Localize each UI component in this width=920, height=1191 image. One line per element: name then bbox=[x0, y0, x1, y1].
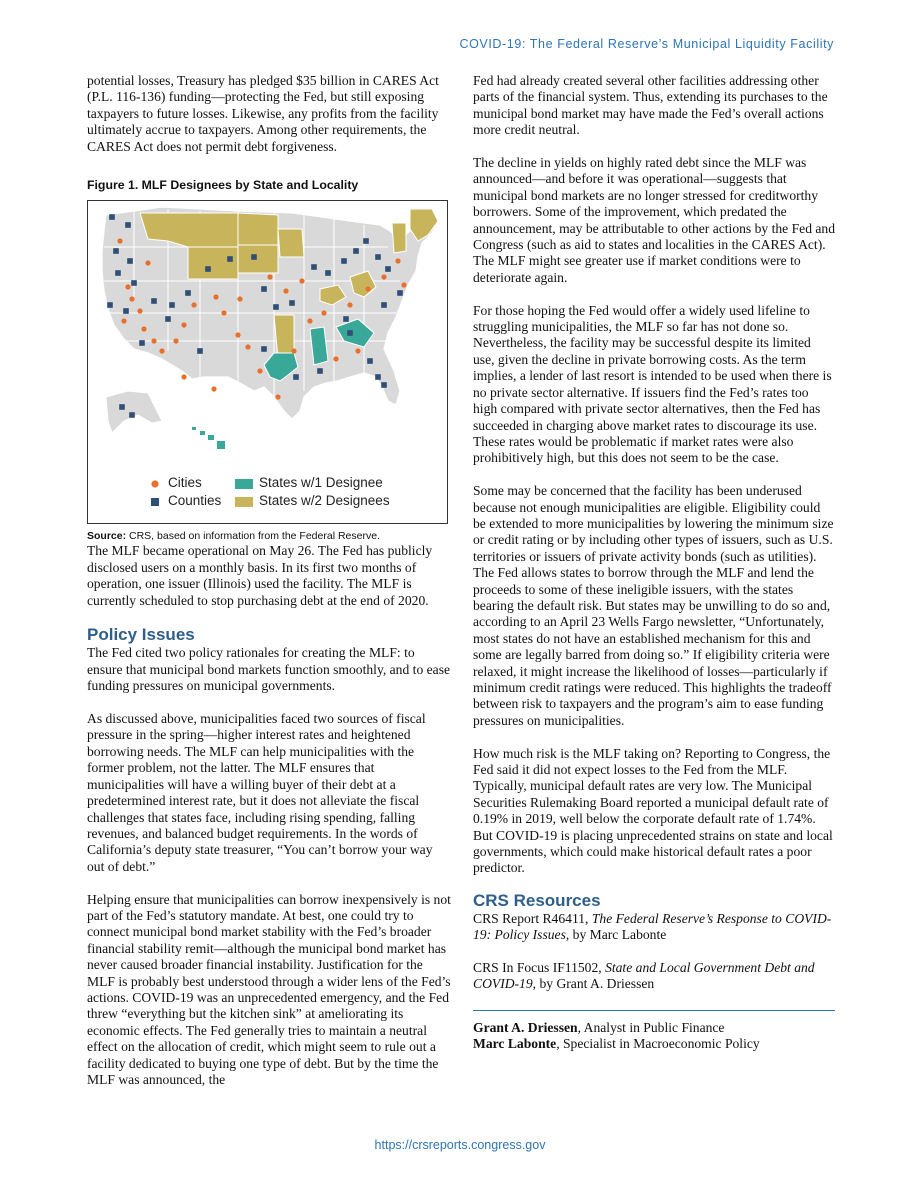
county-marker bbox=[343, 317, 349, 323]
county-marker bbox=[227, 257, 233, 263]
county-marker bbox=[273, 305, 279, 311]
city-marker bbox=[347, 303, 352, 308]
resource-if11502: CRS In Focus IF11502, State and Local Government Debt and COVID-19, by Grant A. Driessen bbox=[473, 960, 815, 992]
blue-square-icon bbox=[148, 495, 162, 509]
city-marker bbox=[151, 339, 156, 344]
us-designee-map bbox=[88, 201, 447, 469]
county-marker bbox=[289, 301, 295, 307]
hawaii-shape bbox=[192, 427, 225, 449]
paragraph-operational: The MLF became operational on May 26. The Fed has publicly disclosed users on a monthly basis. In its first two months of operation, one issuer (Illinois) used the facility. The MLF is currently scheduled to stop purchasing debt at the end of 2020. bbox=[87, 543, 433, 608]
county-marker bbox=[131, 281, 137, 287]
county-marker bbox=[127, 259, 133, 265]
paragraph-mandate: Helping ensure that municipalities can borrow inexpensively is not part of the Fed’s statutory mandate. At best, one could try to connect municipal bond market stability with the Fed’s broader financial stability remit—although the municipal bond market has never caused broader financial instability. Justification for the MLF is probably best understood through a wider lens of the Fed’s actions. COVID-19 was an unprecedented emergency, and the Fed threw “everything but the kitchen sink” at ameliorating its economic effects. The Fed generally tries to maintain a neutral effect on the allocation of credit, which might seem to rule out a facility dedicated to buying one type of debt. But by the time the MLF was announced, the bbox=[87, 891, 451, 1087]
legend-counties: Counties bbox=[148, 493, 221, 509]
county-marker bbox=[397, 291, 403, 297]
county-marker bbox=[367, 359, 373, 365]
right-column bbox=[473, 73, 835, 1053]
heading-policy-issues: Policy Issues bbox=[87, 625, 195, 645]
city-marker bbox=[267, 275, 272, 280]
county-marker bbox=[381, 303, 387, 309]
city-marker bbox=[221, 311, 226, 316]
author-labonte: Marc Labonte, Specialist in Macroeconomic Policy bbox=[473, 1036, 760, 1052]
city-marker bbox=[125, 285, 130, 290]
legend-cities: Cities bbox=[148, 475, 202, 491]
county-marker bbox=[197, 349, 203, 355]
county-marker bbox=[251, 255, 257, 261]
figure-title: Figure 1. MLF Designees by State and Locality bbox=[87, 178, 359, 193]
city-marker bbox=[237, 297, 242, 302]
figure-1-map bbox=[87, 200, 448, 524]
county-marker bbox=[347, 331, 353, 337]
teal-swatch-icon bbox=[234, 477, 254, 491]
county-marker bbox=[363, 239, 369, 245]
city-marker bbox=[283, 289, 288, 294]
city-marker bbox=[401, 283, 406, 288]
county-marker bbox=[317, 369, 323, 375]
city-marker bbox=[117, 239, 122, 244]
city-marker bbox=[213, 295, 218, 300]
author-driessen: Grant A. Driessen, Analyst in Public Finance bbox=[473, 1019, 725, 1035]
city-marker bbox=[191, 303, 196, 308]
county-marker bbox=[169, 303, 175, 309]
county-marker bbox=[353, 249, 359, 255]
city-marker bbox=[173, 339, 178, 344]
city-marker bbox=[211, 387, 216, 392]
legend-two-designees: States w/2 Designees bbox=[234, 493, 390, 509]
city-marker bbox=[275, 395, 280, 400]
heading-crs-resources: CRS Resources bbox=[473, 890, 601, 910]
county-marker bbox=[125, 223, 131, 229]
city-marker bbox=[181, 375, 186, 380]
left-column bbox=[87, 73, 452, 1088]
paragraph-rationales: The Fed cited two policy rationales for creating the MLF: to ensure that municipal bond markets function smoothly, and to ease funding pressures on municipal governments. bbox=[87, 645, 451, 694]
county-marker bbox=[107, 303, 113, 309]
county-marker bbox=[139, 341, 145, 347]
city-marker bbox=[299, 279, 304, 284]
resource-r46411-link[interactable]: The Federal Reserve’s Response to COVID-19: Policy Issues bbox=[473, 910, 832, 943]
county-marker bbox=[261, 287, 267, 293]
county-marker bbox=[311, 265, 317, 271]
city-marker bbox=[321, 311, 326, 316]
alaska-shape bbox=[106, 391, 162, 433]
county-marker bbox=[185, 291, 191, 297]
orange-dot-icon bbox=[148, 477, 162, 491]
city-marker bbox=[245, 345, 250, 350]
city-marker bbox=[307, 319, 312, 324]
county-marker bbox=[151, 299, 157, 305]
city-marker bbox=[235, 333, 240, 338]
city-marker bbox=[291, 349, 296, 354]
city-marker bbox=[145, 261, 150, 266]
city-marker bbox=[159, 349, 164, 354]
city-marker bbox=[181, 323, 186, 328]
county-marker bbox=[123, 309, 129, 315]
city-marker bbox=[333, 357, 338, 362]
county-marker bbox=[129, 413, 135, 419]
county-marker bbox=[341, 259, 347, 265]
resource-r46411: CRS Report R46411, The Federal Reserve’s Response to COVID-19: Policy Issues, by Marc Labonte bbox=[473, 910, 832, 943]
county-marker bbox=[205, 267, 211, 273]
paragraph-yield-decline: The decline in yields on highly rated debt since the MLF was announced—and before it was operational—suggests that municipal bond markets are no longer stressed for creditworthy borrowers. Some of the improvement, which predated the announcement, may be attributable to other actions by the Fed and Congress (such as aid to states and localities in the CARES Act). The MLF might see greater use if market conditions were to deteriorate again. bbox=[473, 155, 836, 285]
county-marker bbox=[165, 317, 171, 323]
city-marker bbox=[395, 259, 400, 264]
county-marker bbox=[119, 405, 125, 411]
figure-source: Source: CRS, based on information from the Federal Reserve. bbox=[87, 530, 380, 543]
resource-if11502-link[interactable]: State and Local Government Debt and COVID-19 bbox=[473, 960, 815, 992]
county-marker bbox=[109, 215, 115, 221]
paragraph-continuation: Fed had already created several other facilities addressing other parts of the financial system. Thus, extending its purchases to the municipal bond market may have made the Fed’s overall actions more credit neutral. bbox=[473, 73, 828, 138]
running-header: COVID-19: The Federal Reserve’s Municipal Liquidity Facility bbox=[459, 37, 834, 51]
paragraph-risk: How much risk is the MLF taking on? Reporting to Congress, the Fed said it did not expect losses to the Fed from the MLF. Typically, municipal default rates are very low. The Municipal Securities Rulemaking Board reported a municipal default rate of 0.19% in 2019, well below the corporate default rate of 1.74%. But COVID-19 is placing unprecedented strains on state and local governments, which could make historical default rates a poor predictor. bbox=[473, 745, 833, 876]
legend-one-designee: States w/1 Designee bbox=[234, 475, 383, 491]
county-marker bbox=[375, 375, 381, 381]
city-marker bbox=[365, 287, 370, 292]
author-divider bbox=[473, 1010, 835, 1011]
city-marker bbox=[381, 275, 386, 280]
county-marker bbox=[325, 271, 331, 277]
city-marker bbox=[129, 297, 134, 302]
county-marker bbox=[375, 255, 381, 261]
gold-swatch-icon bbox=[234, 495, 254, 509]
paragraph-fiscal-pressure: As discussed above, municipalities faced two sources of fiscal pressure in the spring—higher interest rates and heightened borrowing needs. The MLF can help municipalities with the former problem, not the latter. The MLF ensures that municipalities will have a willing buyer of their debt at a predetermined interest rate, but it does not alleviate the fiscal challenges that states face, including rising spending, falling revenues, and balanced budget requirements. In the words of California’s deputy state treasurer, “You can’t borrow your way out of debt.” bbox=[87, 711, 433, 874]
map-legend bbox=[88, 469, 447, 521]
city-marker bbox=[121, 319, 126, 324]
paragraph-lifeline: For those hoping the Fed would offer a widely used lifeline to struggling municipalities, the MLF so far has not done so. Nevertheless, the facility may be successful despite its limited use, given the decline in private borrowing costs. As the term implies, a lender of last resort is intended to be used when there is no private sector alternative. If issuers find the Fed’s rates too high compared with private sector alternatives, then the Fed has succeeded in charging above market rates to discourage its use. These rates would be problematic if market rates were also prohibitively high, but this does not seem to be the case. bbox=[473, 302, 832, 466]
county-marker bbox=[115, 271, 121, 277]
county-marker bbox=[293, 375, 299, 381]
city-marker bbox=[355, 349, 360, 354]
county-marker bbox=[113, 249, 119, 255]
city-marker bbox=[137, 309, 142, 314]
county-marker bbox=[381, 383, 387, 389]
footer-url[interactable]: https://crsreports.congress.gov bbox=[374, 1138, 546, 1152]
county-marker bbox=[385, 267, 391, 273]
paragraph-underused: Some may be concerned that the facility has been underused because not enough municipalities are eligible. Eligibility could be extended to more municipalities by lowering the minimum size or credit rating or by including other types of issuers, such as U.S. territories or issuers of private activity bonds (such as utilities). The Fed allows states to borrow through the MLF and lend the proceeds to some of these ineligible issuers, with the states bearing the default risk. But states may be unwilling to do so and, according to an April 23 Wells Fargo newsletter, “Unfortunately, most states do not have an established mechanism for this and some are legally barred from doing so.” If eligibility criteria were relaxed, it might increase the likelihood of losses—particularly if minimum credit ratings were reduced. This highlights the tradeoff between risk to taxpayers and the program’s aim to ease funding pressures on municipalities. bbox=[473, 483, 834, 728]
paragraph-intro: potential losses, Treasury has pledged $35 billion in CARES Act (P.L. 116-136) funding—protecting the Fed, but still exposing taxpayers to future losses. Likewise, any profits from the facility ultimately accrue to taxpayers. Among other requirements, the CARES Act does not permit debt forgiveness. bbox=[87, 73, 439, 154]
city-marker bbox=[141, 327, 146, 332]
county-marker bbox=[261, 347, 267, 353]
city-marker bbox=[257, 369, 262, 374]
